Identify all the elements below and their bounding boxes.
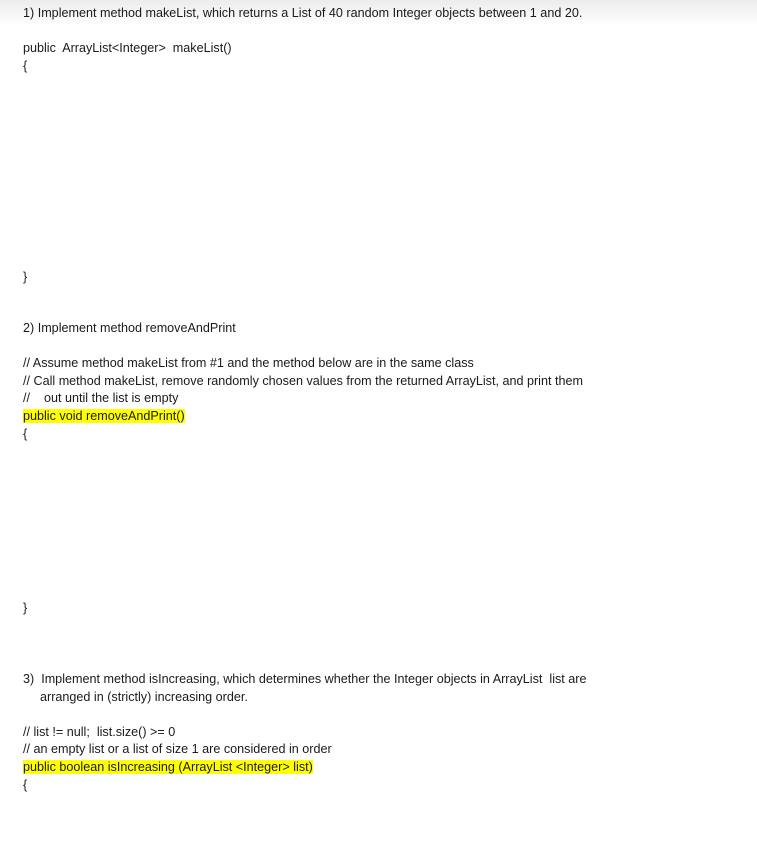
q3-prompt-line-2: arranged in (strictly) increasing order. bbox=[40, 690, 248, 704]
q2-comment-2: // Call method makeList, remove randomly chosen values from the returned ArrayList, and print them bbox=[23, 374, 583, 388]
q2-comment-3: // out until the list is empty bbox=[23, 391, 179, 405]
q1-open-brace: { bbox=[23, 59, 28, 73]
q2-signature-line bbox=[23, 408, 185, 424]
q3-comment-1: // list != null; list.size() >= 0 bbox=[23, 725, 176, 739]
q2-prompt: 2) Implement method removeAndPrint bbox=[23, 321, 236, 335]
q3-comment-2: // an empty list or a list of size 1 are considered in order bbox=[23, 742, 332, 756]
q2-close-brace: } bbox=[23, 601, 28, 615]
q3-prompt-line-1: 3) Implement method isIncreasing, which determines whether the Integer objects in ArrayList list are bbox=[23, 672, 587, 686]
q2-open-brace: { bbox=[23, 427, 28, 441]
q3-signature-highlight: public boolean isIncreasing (ArrayList <Integer> list) bbox=[23, 760, 313, 774]
q3-signature-line bbox=[23, 759, 313, 775]
q2-signature-highlight: public void removeAndPrint() bbox=[23, 409, 185, 423]
q1-close-brace: } bbox=[23, 270, 28, 284]
q1-prompt: 1) Implement method makeList, which returns a List of 40 random Integer objects between 1 and 20. bbox=[23, 6, 583, 20]
q2-comment-1: // Assume method makeList from #1 and the method below are in the same class bbox=[23, 356, 474, 370]
q3-open-brace: { bbox=[23, 778, 28, 792]
q1-signature: public ArrayList<Integer> makeList() bbox=[23, 41, 232, 55]
